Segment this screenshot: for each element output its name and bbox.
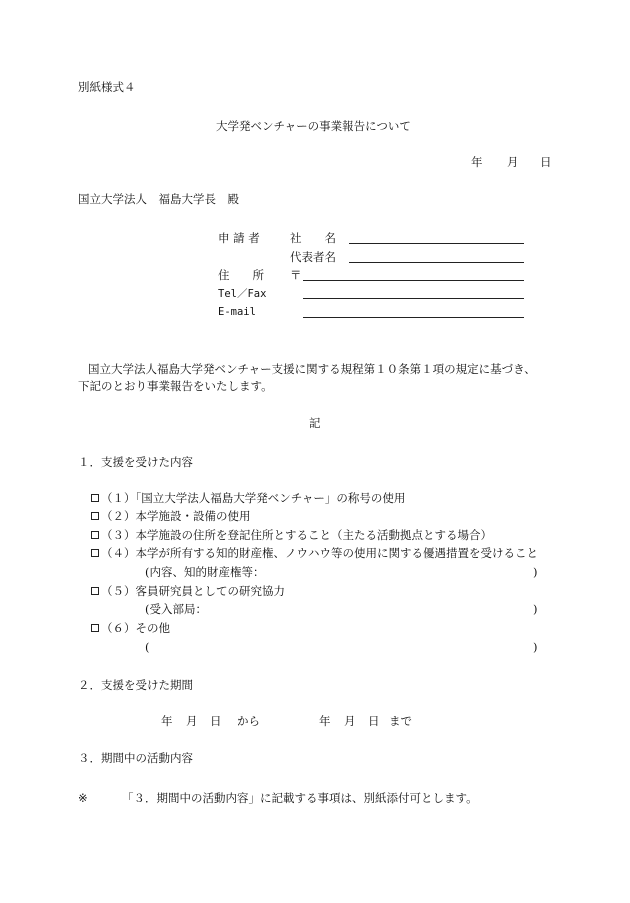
email-label: E-mail: [218, 306, 256, 318]
checkbox-item-4[interactable]: [91, 549, 99, 557]
from-year: 年: [161, 714, 173, 728]
from-day: 日: [210, 714, 222, 728]
item-6-close-paren: ): [533, 640, 538, 654]
ki-mark: 記: [309, 416, 321, 430]
to-month: 月: [344, 714, 356, 728]
item-1-label: （１）「国立大学法人福島大学発ベンチャー」の称号の使用: [101, 491, 406, 505]
representative-field[interactable]: [349, 262, 524, 263]
address-label: 住 所: [218, 268, 264, 282]
company-name-label: 社 名: [290, 231, 336, 245]
email-field[interactable]: [303, 317, 524, 318]
to-day: 日: [368, 714, 380, 728]
from-word: から: [237, 714, 260, 728]
section3-heading: ３．期間中の活動内容: [78, 751, 193, 765]
checkbox-item-1[interactable]: [91, 494, 99, 502]
item-4-label: （４）本学が所有する知的財産権、ノウハウ等の使用に関する優遇措置を受けること: [101, 546, 538, 560]
checkbox-item-5[interactable]: [91, 587, 99, 595]
from-month: 月: [186, 714, 198, 728]
address-field[interactable]: [303, 280, 524, 281]
checkbox-item-2[interactable]: [91, 512, 99, 520]
item-6-open-paren: (: [145, 640, 150, 654]
to-word: まで: [389, 714, 412, 728]
item-6-label: （６）その他: [101, 621, 170, 635]
item-5-label: （５）客員研究員としての研究協力: [101, 584, 285, 598]
note-text: 「３．期間中の活動内容」に記載する事項は、別紙添付可とします。: [122, 791, 478, 805]
item-4-detail-label: (内容、知的財産権等：: [145, 565, 265, 579]
section2-heading: ２．支援を受けた期間: [78, 678, 193, 692]
item-4-close-paren: ): [533, 565, 538, 579]
date-year: 年: [471, 155, 483, 169]
applicant-label: 申 請 者: [218, 231, 260, 245]
note-mark: ※: [78, 791, 88, 805]
section1-heading: １．支援を受けた内容: [78, 455, 193, 469]
checkbox-item-6[interactable]: [91, 624, 99, 632]
item-5-detail-label: (受入部局：: [145, 602, 207, 616]
to-year: 年: [319, 714, 331, 728]
page-title: 大学発ベンチャーの事業報告について: [216, 119, 411, 133]
item-3-label: （３）本学施設の住所を登記住所とすること（主たる活動拠点とする場合）: [101, 528, 492, 542]
tel-fax-field[interactable]: [303, 298, 524, 299]
form-number: 別紙様式４: [78, 80, 136, 94]
date-day: 日: [540, 155, 552, 169]
checkbox-item-3[interactable]: [91, 531, 99, 539]
representative-label: 代表者名: [290, 250, 336, 264]
postal-mark: 〒: [290, 268, 302, 282]
intro-line-2: 下記のとおり事業報告をいたします。: [78, 379, 273, 393]
addressee: 国立大学法人 福島大学長 殿: [78, 192, 239, 206]
intro-line-1: 国立大学法人福島大学発ベンチャー支援に関する規程第１０条第１項の規定に基づき、: [88, 362, 536, 376]
company-name-field[interactable]: [349, 243, 524, 244]
date-month: 月: [507, 155, 519, 169]
item-2-label: （２）本学施設・設備の使用: [101, 509, 251, 523]
item-5-close-paren: ): [533, 602, 538, 616]
tel-fax-label: Tel／Fax: [218, 288, 267, 300]
